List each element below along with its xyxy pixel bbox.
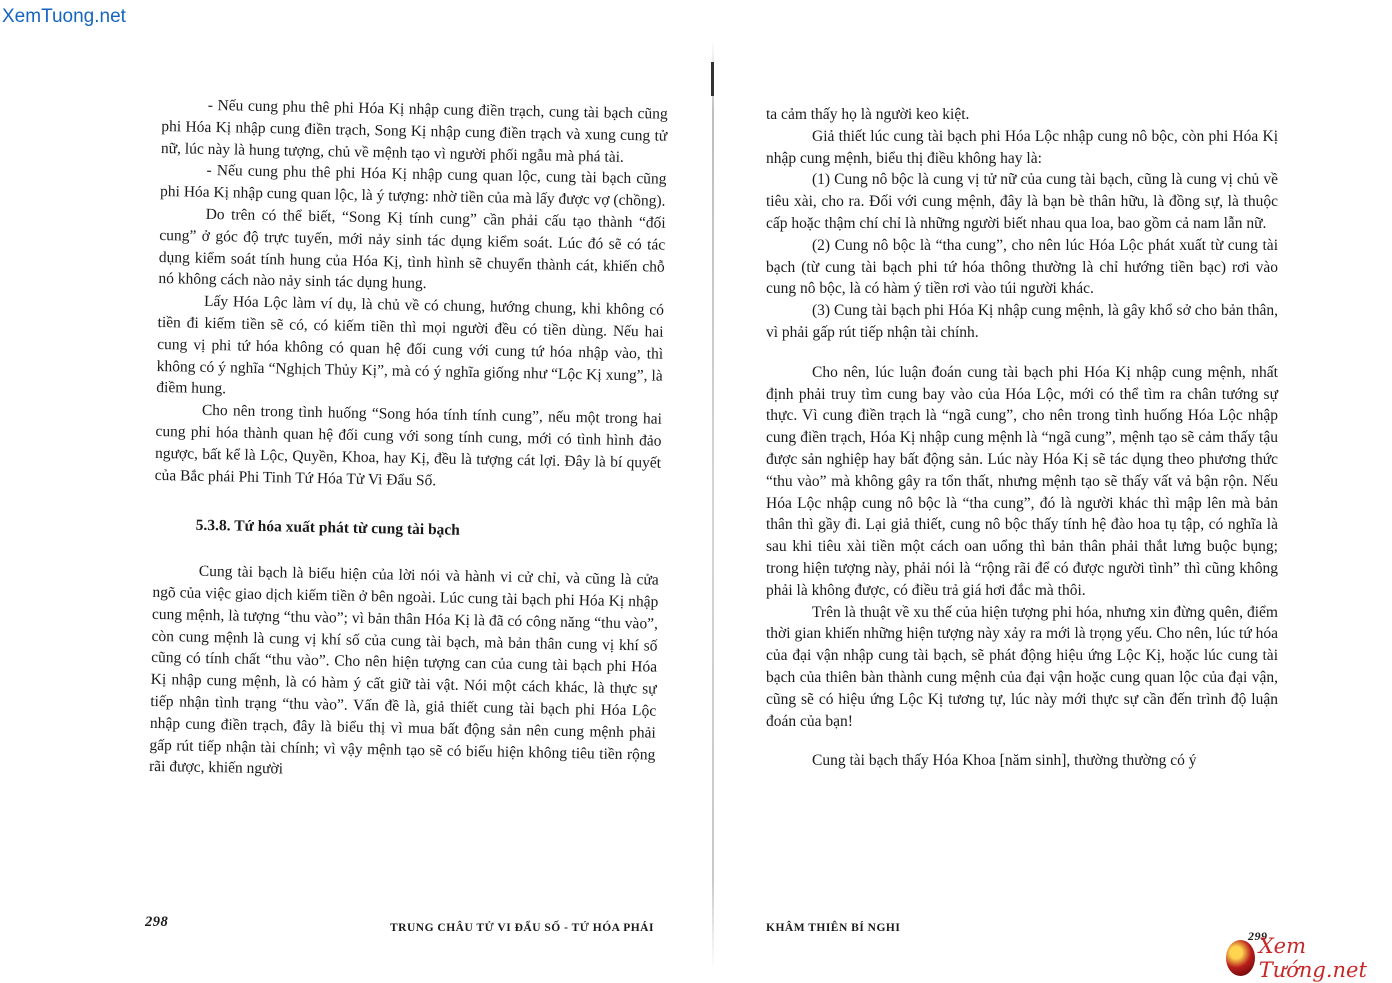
page-number-left: 298: [145, 914, 169, 930]
paragraph: (1) Cung nô bộc là cung vị tử nữ của cung tài bạch, cũng là cung vị chủ về tiêu xài, cho ra. Đối với cung mệnh, đây là bạn bè thân hữu, là đồng sự, là thuộc cấp hoặc thậm chí chỉ là những người biết nhau qua loa, bao gồm cả nam lẫn nữ.: [766, 171, 1278, 232]
paragraph: Trên là thuật về xu thế của hiện tượng phi hóa, nhưng xin đừng quên, điểm thời gian khiến những hiện tượng này xảy ra mới là trọng yếu. Cho nên, lúc tứ hóa của đại vận nhập cung tài bạch, sẽ phát động hiệu ứng Lộc Kị, hoặc lúc cung tài bạch của thiên bàn thành cung mệnh của đại vận hoặc cung quan lộc của đại vận, cũng sẽ có hiệu ứng Lộc Kị tương tự, lúc này mới thực sự cần đến trình độ luận đoán của bạn!: [766, 603, 1278, 730]
paragraph: Cho nên, lúc luận đoán cung tài bạch phi Hóa Kị nhập cung mệnh, nhất định phải truy tìm cung bay vào của Hóa Lộc, mới có thể tìm ra chân tướng sự thực. Vì cung điền trạch là “ngã cung”, cho nên trong tình huống Hóa Lộc nhập cung điền trạch, Hóa Kị nhập cung mệnh là “ngã cung”, mệnh tạo sẽ cảm thấy tậu được sản nghiệp hay bất động sản. Lúc này Hóa Kị sẽ tác dụng theo phương thức “thu vào” mà không gây ra tổn thất, nhưng mệnh tạo sẽ thấy vất vả bận rộn. Nếu Hóa Lộc nhập cung nô bộc là “tha cung”, đó là người khác thì mập lên mà bản thân thì gầy đi. Lại giả thiết, cung nô bộc thấy tính hệ đào hoa tụ tập, có nghĩa là sau khi tiêu xài tiền một cách oan uổng thì bản thân phải thắt lưng buộc bụng; trong hiện tượng này, phải nói là “rộng rãi để có được người tình” thì cũng không phải là không được, có điều trả giá hơi đắc mà thôi.: [766, 363, 1278, 599]
paragraph: ta cảm thấy họ là người keo kiệt.: [766, 106, 970, 123]
paragraph: Lấy Hóa Lộc làm ví dụ, là chủ về có chung, hướng chung, khi không có tiền đi kiếm tiền sẽ có, có kiếm tiền thì mọi người đều có tiền dùng. Nếu hai cung vị phi tứ hóa không có quan hệ đối cung với cung tứ hóa nhập vào, thì không có ý nghĩa “Nghịch Thủy Kị”, mà có ý nghĩa giống như “Lộc Kị xung”, là điềm hung.: [156, 293, 665, 398]
spacer: [766, 344, 1278, 362]
spacer: [766, 732, 1278, 750]
paragraph: Cho nên trong tình huống “Song hóa tính tính cung”, nếu một trong hai cung phi hóa thành quan hệ đối cung với song tính cung, mới có tình hình đảo ngược, bất kể là Lộc, Quyền, Khoa, hay Kị, đều là tượng cát lợi. Đây là bí quyết của Bắc phái Phi Tinh Tứ Hóa Tử Vi Đẩu Số.: [154, 401, 663, 489]
paragraph: Cung tài bạch thấy Hóa Khoa [năm sinh], thường thường có ý: [812, 752, 1197, 770]
paragraph: Giả thiết lúc cung tài bạch phi Hóa Lộc nhập cung nô bộc, còn phi Hóa Kị nhập cung mệnh, biểu thị điều không hay là:: [766, 127, 1278, 167]
left-page: [149, 94, 668, 788]
gutter-mark: [711, 62, 714, 96]
page-number-right: 299: [1248, 929, 1268, 943]
paragraph: (2) Cung nô bộc là “tha cung”, cho nên lúc Hóa Lộc phát xuất từ cung tài bạch (từ cung tài bạch phi tứ hóa thông thường là chỉ hướng tiền bạc) rơi vào cung nô bộc, là có hàm ý tiền rơi vào túi người khác.: [766, 236, 1278, 298]
running-footer-left: TRUNG CHÂU TỬ VI ĐẨU SỐ - TỨ HÓA PHÁI: [390, 922, 654, 934]
yin-yang-icon: [1226, 940, 1255, 976]
running-footer-right: KHÂM THIÊN BÍ NGHI: [766, 922, 901, 934]
section-heading: 5.3.8. Tứ hóa xuất phát từ cung tài bạch: [195, 517, 461, 540]
paragraph: - Nếu cung phu thê phi Hóa Kị nhập cung quan lộc, cung tài bạch cũng phi Hóa Kị nhập cung quan lộc, là ý tượng: nhờ tiền của mà lấy được vợ (chồng).: [159, 162, 667, 210]
paragraph: - Nếu cung phu thê phi Hóa Kị nhập cung điền trạch, cung tài bạch cũng phi Hóa Kị nhập cung điền trạch, Song Kị nhập cung điền trạch và xung cung tử nữ, lúc này là hung tượng, chủ về mệnh tạo vì người phối ngẫu mà phá tài.: [160, 96, 668, 166]
watermark-text[interactable]: XemTuong.net: [2, 6, 126, 27]
paragraph: Cung tài bạch là biểu hiện của lời nói và hành vi cử chỉ, và cũng là cửa ngõ của việc giao dịch kiếm tiền ở bên ngoài. Lúc cung tài bạch phi Hóa Kị nhập cung mệnh, là tượng “thu vào”; vì bản thân Hóa Kị là đã có công năng “thu vào”, còn cung mệnh là cung vị khí số của cung tài bạch, mà bản thân cung vị khí số cũng có tính chất “thu vào”. Cho nên hiện tượng can của cung tài bạch phi Hóa Kị nhập cung mệnh, là có hàm ý cất giữ tài vật. Nói một cách khác, là thực sự tiếp nhận tình trạng “thu vào”. Vấn đề là, giả thiết cung tài bạch phi Hóa Lộc nhập cung điền trạch, đây là biểu thị vì mua bất động sản nên cung mệnh phải gấp rút tiếp nhận tài chính; vì vậy mệnh tạo sẽ có biểu hiện không tiêu tiền rộng rãi được, khiến người: [148, 562, 659, 778]
logo-text: Xem Tướng.net: [1258, 934, 1367, 982]
paragraph: Do trên có thể biết, “Song Kị tính cung” cần phải cấu tạo thành “đối cung” ở góc độ trực tuyến, mới nảy sinh tác dụng kiểm soát. Lúc đó sẽ có tác dụng kiểm soát tính hung của Hóa Kị, tình hình sẽ chuyển thành cát, khiến chỗ nó không cách nào nảy sinh tác dụng hung.: [158, 205, 666, 293]
paragraph: (3) Cung tài bạch phi Hóa Kị nhập cung mệnh, là gây khổ sở cho bản thân, vì phải gấp rút tiếp nhận tài chính.: [766, 302, 1278, 341]
book-gutter: [712, 40, 714, 970]
right-page: [766, 104, 1278, 772]
